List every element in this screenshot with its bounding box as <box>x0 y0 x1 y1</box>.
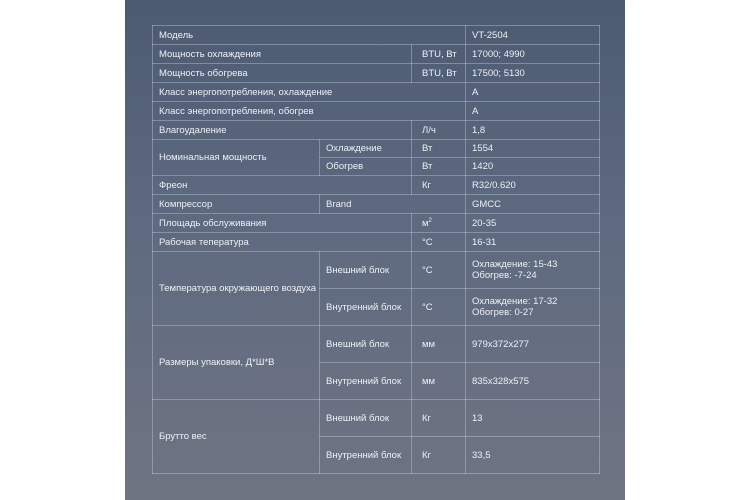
row-value-model: VT-2504 <box>466 26 600 45</box>
row-unit: Вт <box>412 140 466 158</box>
row-unit: °C <box>412 252 466 289</box>
row-label: Компрессор <box>153 195 320 214</box>
table-row <box>153 83 600 102</box>
row-value: 1420 <box>466 158 600 176</box>
table-row <box>153 176 600 195</box>
row-label: Номинальная мощность <box>153 140 320 176</box>
row-sublabel: Внешний блок <box>320 252 412 289</box>
row-label: Влагоудаление <box>153 121 412 140</box>
value-line: Охлаждение: 17-32 <box>472 296 558 307</box>
unit-superscript: 2 <box>428 217 432 224</box>
row-unit: °C <box>412 289 466 326</box>
row-label: Мощность обогрева <box>153 64 412 83</box>
row-label: Брутто вес <box>153 400 320 474</box>
row-label-model: Модель <box>153 26 466 45</box>
row-value: 17000; 4990 <box>466 45 600 64</box>
table-row <box>153 64 600 83</box>
row-value: 1554 <box>466 140 600 158</box>
row-unit <box>412 214 466 233</box>
row-unit: Л/ч <box>412 121 466 140</box>
row-unit: BTU, Вт <box>412 64 466 83</box>
row-sublabel: Brand <box>320 195 466 214</box>
value-line: Обогрев: -7-24 <box>472 270 537 281</box>
row-label: Площадь обслуживания <box>153 214 412 233</box>
table-row <box>153 121 600 140</box>
row-value: 13 <box>466 400 600 437</box>
row-unit: Вт <box>412 158 466 176</box>
table-row <box>153 252 600 289</box>
row-unit: мм <box>412 363 466 400</box>
row-value <box>466 252 600 289</box>
row-sublabel: Внутренний блок <box>320 363 412 400</box>
row-value: 20-35 <box>466 214 600 233</box>
row-label: Мощность охлаждения <box>153 45 412 64</box>
row-label: Температура окружающего воздуха <box>153 252 320 326</box>
row-unit: Кг <box>412 400 466 437</box>
table-row <box>153 26 600 45</box>
row-unit: Кг <box>412 176 466 195</box>
row-value: 17500; 5130 <box>466 64 600 83</box>
table-row <box>153 400 600 437</box>
row-label: Класс энергопотребления, обогрев <box>153 102 466 121</box>
table-row <box>153 214 600 233</box>
unit-text: м <box>422 217 429 229</box>
table-row <box>153 195 600 214</box>
row-label: Рабочая тепература <box>153 233 412 252</box>
row-label: Класс энергопотребления, охлаждение <box>153 83 466 102</box>
row-sublabel: Обогрев <box>320 158 412 176</box>
row-value <box>466 289 600 326</box>
row-unit: мм <box>412 326 466 363</box>
table-row <box>153 233 600 252</box>
value-line: Охлаждение: 15-43 <box>472 259 558 270</box>
spec-table <box>152 25 600 474</box>
row-sublabel: Внешний блок <box>320 326 412 363</box>
row-value: R32/0.620 <box>466 176 600 195</box>
row-value: 979x372x277 <box>466 326 600 363</box>
row-unit: Кг <box>412 437 466 474</box>
table-row <box>153 45 600 64</box>
row-value: 1,8 <box>466 121 600 140</box>
row-value: 33,5 <box>466 437 600 474</box>
row-value: A <box>466 102 600 121</box>
value-line: Обогрев: 0-27 <box>472 307 534 318</box>
row-unit: BTU, Вт <box>412 45 466 64</box>
row-sublabel: Внутренний блок <box>320 437 412 474</box>
row-label: Фреон <box>153 176 412 195</box>
row-sublabel: Охлаждение <box>320 140 412 158</box>
table-row <box>153 326 600 363</box>
table-row <box>153 102 600 121</box>
row-value: 16-31 <box>466 233 600 252</box>
table-row <box>153 140 600 158</box>
row-sublabel: Внутренний блок <box>320 289 412 326</box>
row-value: A <box>466 83 600 102</box>
row-sublabel: Внешний блок <box>320 400 412 437</box>
row-value: 835x328x575 <box>466 363 600 400</box>
row-unit: °C <box>412 233 466 252</box>
row-label: Размеры упаковки, Д*Ш*В <box>153 326 320 400</box>
row-value: GMCC <box>466 195 600 214</box>
